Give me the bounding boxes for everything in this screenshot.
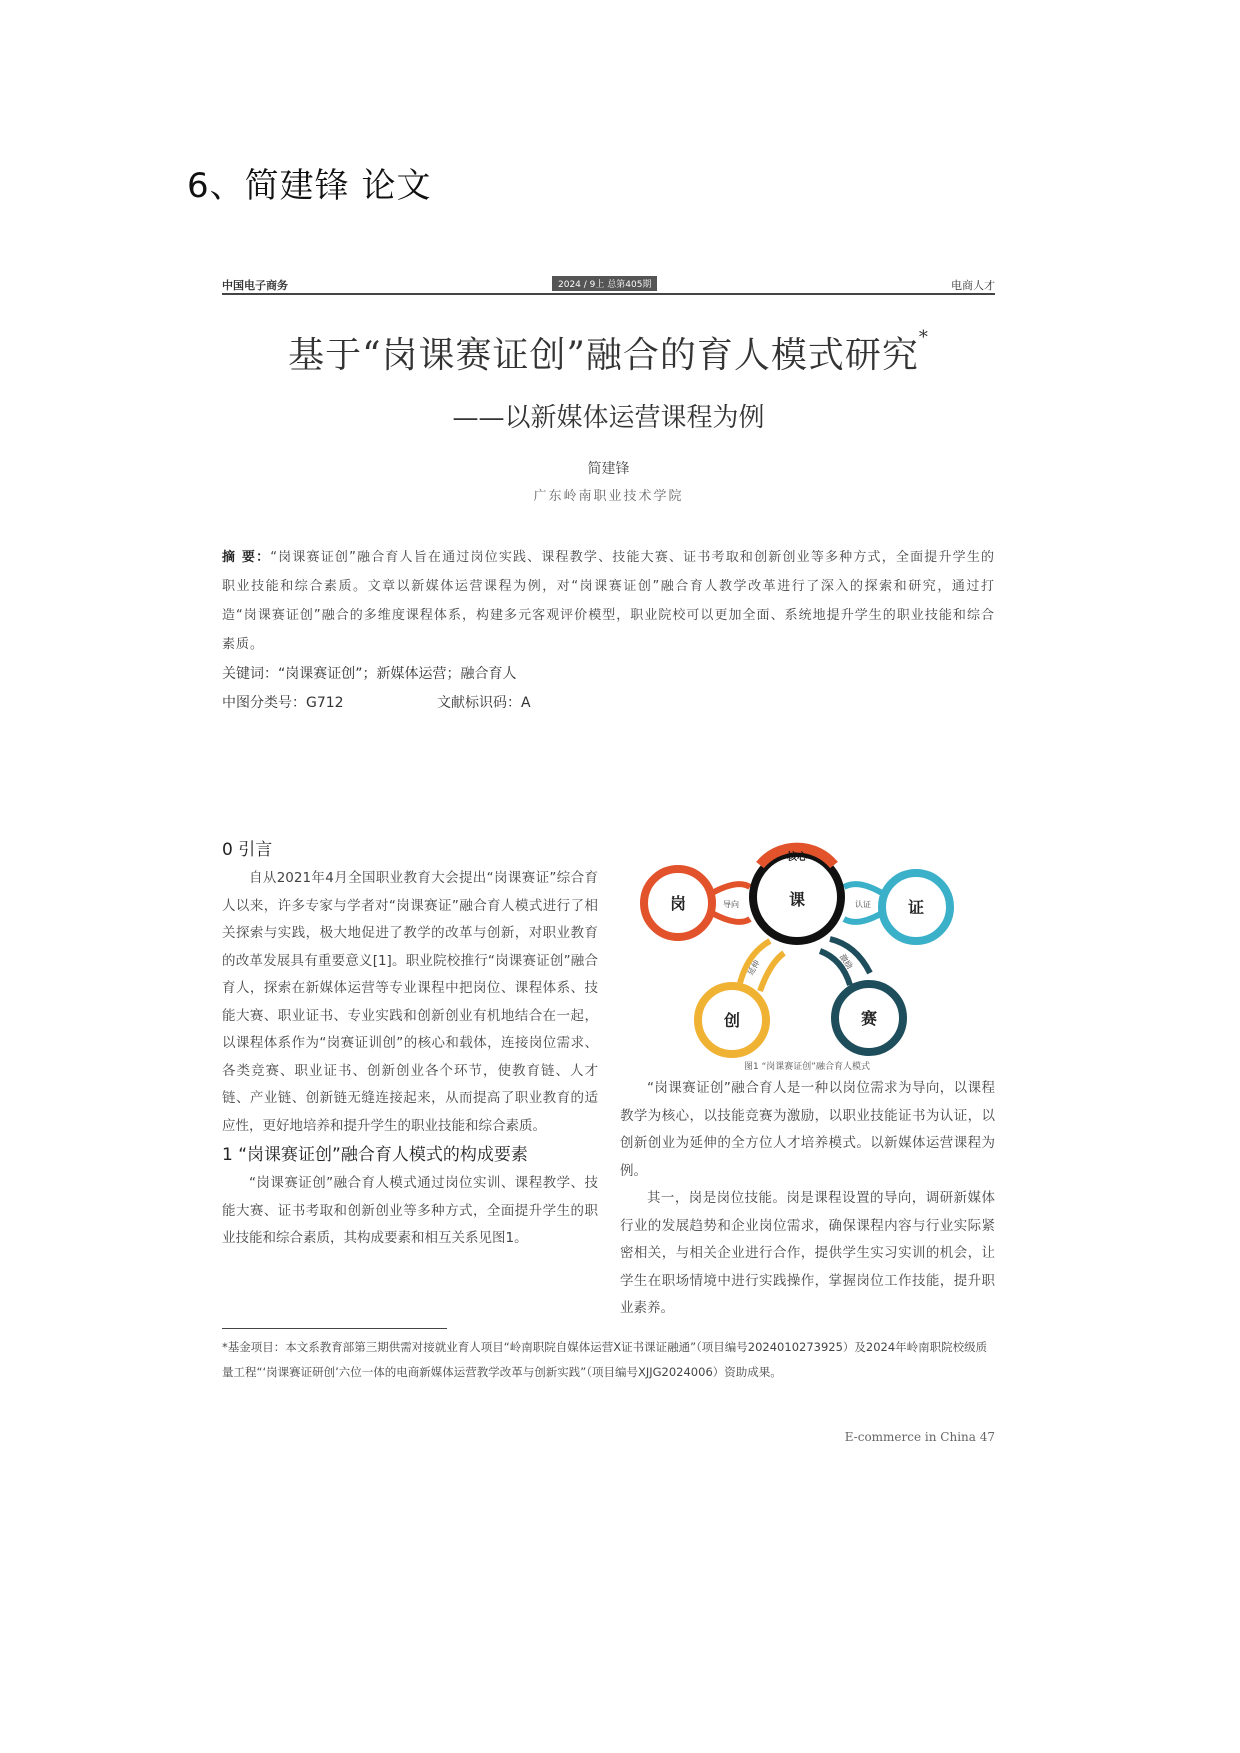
link-motivate-label: 激励 xyxy=(837,952,855,971)
abstract-label: 摘 要： xyxy=(222,550,271,565)
core-label: 核心 xyxy=(787,852,807,863)
author: 简建锋 xyxy=(587,461,630,477)
link-certify-label: 认证 xyxy=(855,900,871,909)
abstract-text: “岗课赛证创”融合育人旨在通过岗位实践、课程教学、技能大赛、证书考取和创新创业等多种方式，全面提升学生的职业技能和综合素质。文章以新媒体运营课程为例，对“岗课赛证创”融合育人教学改革进行了深入的探索和研究，通过打造“岗课赛证创”融合的多维度课程体系，构建多元客观评价模型，职业院校可以更加全面、系统地提升学生的职业技能和综合素质。 xyxy=(222,550,995,652)
right-paragraph-2: 其一，岗是岗位技能。岗是课程设置的导向，调研新媒体行业的发展趋势和企业岗位需求，确保课程内容与行业实际紧密相关，与相关企业进行合作，提供学生实习实训的机会，让学生在职场情境中进行实践操作，掌握岗位工作技能，提升职业素养。 xyxy=(620,1190,995,1316)
right-column xyxy=(620,1075,995,1323)
section1-paragraph: “岗课赛证创”融合育人模式通过岗位实训、课程教学、技能大赛、证书考取和创新创业等多种方式，全面提升学生的职业技能和综合素质，其构成要素和相互关系见图1。 xyxy=(222,1175,598,1246)
left-column xyxy=(222,835,598,1253)
document-code: 文献标识码：A xyxy=(437,695,531,711)
link-guide-bottom xyxy=(712,913,750,922)
column-name: 电商人才 xyxy=(951,279,995,292)
keywords: 关键词：“岗课赛证创”；新媒体运营；融合育人 xyxy=(222,666,517,682)
paper-subtitle: ——以新媒体运营课程为例 xyxy=(452,403,765,433)
figure-1 xyxy=(620,835,995,1075)
link-certify-top xyxy=(844,884,882,893)
document-heading: 6、简建锋 论文 xyxy=(187,166,432,206)
classification-number: 中图分类号：G712 xyxy=(222,695,344,711)
title-footnote-mark: * xyxy=(918,327,929,348)
node-sai-label: 赛 xyxy=(860,1009,878,1028)
issue-badge: 2024 / 9上 总第405期 xyxy=(552,276,657,291)
right-paragraph-1: “岗课赛证创”融合育人是一种以岗位需求为导向，以课程教学为核心，以技能竞赛为激励，以职业技能证书为认证，以创新创业为延伸的全方位人才培养模式。以新媒体运营课程为例。 xyxy=(620,1080,995,1179)
intro-heading: 0 引言 xyxy=(222,840,273,860)
affiliation: 广东岭南职业技术学院 xyxy=(533,489,684,504)
link-certify-bottom xyxy=(844,913,882,922)
node-zheng-label: 证 xyxy=(907,898,925,917)
section1-heading: 1 “岗课赛证创”融合育人模式的构成要素 xyxy=(222,1145,528,1165)
node-gang-label: 岗 xyxy=(669,894,687,913)
abstract xyxy=(222,543,995,659)
paper-title xyxy=(222,327,995,378)
paper-title-text: 基于“岗课赛证创”融合的育人模式研究 xyxy=(288,335,919,376)
link-extend-label: 延伸 xyxy=(745,958,762,977)
link-guide-label: 导向 xyxy=(723,900,739,909)
journal-name: 中国电子商务 xyxy=(222,279,288,292)
footnote: *基金项目：本文系教育部第三期供需对接就业育人项目“岭南职院自媒体运营X证书课证融通”（项目编号2024010273925）及2024年岭南职院校级质量工程“‘岗课赛证研创’六位一体的电商新媒体运营教学改革与创新实践”（项目编号XJJG2024006）资助成果。 xyxy=(222,1340,988,1379)
figure-caption: 图1 “岗课赛证创”融合育人模式 xyxy=(744,1062,870,1072)
node-ke-label: 课 xyxy=(788,890,806,909)
link-guide-top xyxy=(712,884,750,893)
model-diagram xyxy=(620,835,995,1075)
footnote-rule xyxy=(222,1328,447,1329)
page-footer: E-commerce in China 47 xyxy=(844,1430,995,1444)
intro-paragraph: 自从2021年4月全国职业教育大会提出“岗课赛证”综合育人以来，许多专家与学者对“岗课赛证”融合育人模式进行了相关探索与实践，极大地促进了教学的改革与创新，对职业教育的改革发展具有重要意义[1]。职业院校推行“岗课赛证创”融合育人，探索在新媒体运营等专业课程中把岗位、课程体系、技能大赛、职业证书、专业实践和创新创业有机地结合在一起，以课程体系作为“岗赛证训创”的核心和载体，连接岗位需求、各类竞赛、职业证书、创新创业各个环节，使教育链、人才链、产业链、创新链无缝连接起来，从而提高了职业教育的适应性，更好地培养和提升学生的职业技能和综合素质。 xyxy=(222,870,598,1134)
journal-header xyxy=(222,275,995,295)
link-extend-right xyxy=(760,953,784,991)
node-chuang-label: 创 xyxy=(723,1011,741,1030)
